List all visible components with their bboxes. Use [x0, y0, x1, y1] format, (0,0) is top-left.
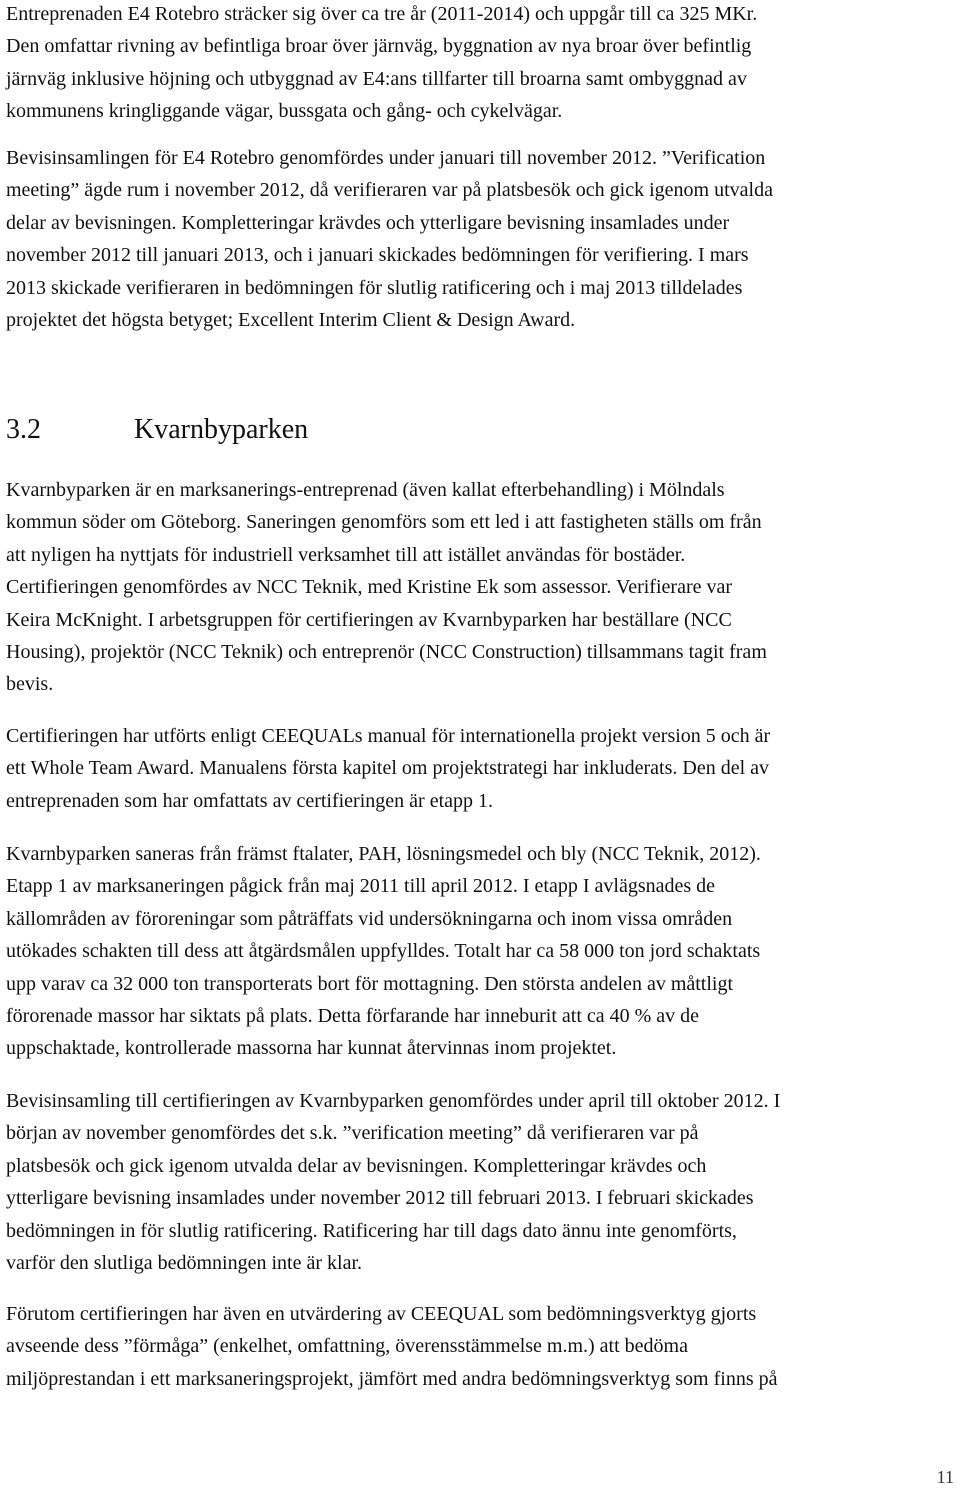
text-line: miljöprestandan i ett marksaneringsprojekt, jämfört med andra bedömningsverktyg som finns på: [6, 1367, 778, 1390]
section-heading: [6, 410, 308, 450]
text-line: bedömningen in för slutlig ratificering. Ratificering har till dags dato ännu inte genomförts,: [6, 1219, 737, 1242]
text-line: kommunens kringliggande vägar, bussgata och gång- och cykelvägar.: [6, 100, 563, 123]
text-line: meeting” ägde rum i november 2012, då verifieraren var på platsbesök och gick igenom utvalda: [6, 179, 773, 202]
text-line: utökades schakten till dess att åtgärdsmålen uppfylldes. Totalt har ca 58 000 ton jord schaktats: [6, 940, 761, 963]
text-line: Kvarnbyparken är en marksanerings-entreprenad (även kallat efterbehandling) i Mölndals: [6, 479, 725, 501]
paragraph-kvarnbyparken-evidence: [6, 1085, 954, 1279]
section-number: 3.2: [6, 414, 41, 445]
paragraph-e4-rotebro-evidence: [6, 142, 954, 336]
text-line: platsbesök och gick igenom utvalda delar av bevisningen. Kompletteringar krävdes och: [6, 1154, 707, 1177]
text-line: varför den slutliga bedömningen inte är klar.: [6, 1252, 363, 1275]
text-line: avseende dess ”förmåga” (enkelhet, omfattning, överensstämmelse m.m.) att bedöma: [6, 1335, 688, 1358]
text-line: Kvarnbyparken saneras från främst ftalater, PAH, lösningsmedel och bly (NCC Teknik, 2012).: [6, 843, 761, 865]
text-line: Entreprenaden E4 Rotebro sträcker sig över ca tre år (2011-2014) och uppgår till ca 325 MKr.: [6, 3, 758, 25]
text-line: Certifieringen genomfördes av NCC Teknik, med Kristine Ek som assessor. Verifierare var: [6, 576, 733, 599]
paragraph-remediation: [6, 838, 954, 1065]
page-number: 11: [936, 1467, 954, 1487]
text-line: ytterligare bevisning insamlades under november 2012 till februari 2013. I februari skickades: [6, 1187, 754, 1210]
text-line: Keira McKnight. I arbetsgruppen för certifieringen av Kvarnbyparken har beställare (NCC: [6, 608, 732, 631]
text-line: november 2012 till januari 2013, och i januari skickades bedömningen för verifiering. I mars: [6, 244, 749, 267]
text-line: källområden av föroreningar som påträffats vid undersökningarna och inom vissa områden: [6, 907, 733, 930]
text-line: kommun söder om Göteborg. Saneringen genomförs som ett led i att fastigheten ställs om från: [6, 511, 762, 534]
text-line: uppschaktade, kontrollerade massorna har kunnat återvinnas inom projektet.: [6, 1037, 617, 1060]
text-line: ett Whole Team Award. Manualens första kapitel om projektstrategi har inkluderats. Den del av: [6, 757, 770, 780]
text-line: början av november genomfördes det s.k. ”verification meeting” då verifieraren var på: [6, 1122, 699, 1145]
paragraph-e4-rotebro-scope: [6, 0, 954, 128]
paragraph-ceequal-evaluation: [6, 1298, 954, 1395]
text-line: delar av bevisningen. Kompletteringar krävdes och ytterligare bevisning insamlades under: [6, 211, 730, 234]
text-line: upp varav ca 32 000 ton transporterats bort för mottagning. Den största andelen av måttligt: [6, 972, 734, 995]
text-line: bevis.: [6, 673, 54, 696]
text-line: Bevisinsamlingen för E4 Rotebro genomfördes under januari till november 2012. ”Verification: [6, 147, 766, 169]
text-line: Bevisinsamling till certifieringen av Kvarnbyparken genomfördes under april till oktober 2012. I: [6, 1090, 781, 1112]
paragraph-ceequal-manual: [6, 720, 954, 817]
text-line: Certifieringen har utförts enligt CEEQUALs manual för internationella projekt version 5 och är: [6, 725, 771, 747]
section-title: Kvarnbyparken: [134, 414, 309, 445]
paragraph-kvarnbyparken-intro: [6, 474, 954, 701]
text-line: Etapp 1 av marksaneringen pågick från maj 2011 till april 2012. I etapp I avlägsnades de: [6, 875, 716, 898]
text-line: projektet det högsta betyget; Excellent Interim Client & Design Award.: [6, 309, 576, 332]
text-line: entreprenaden som har omfattats av certifieringen är etapp 1.: [6, 789, 494, 812]
text-line: 2013 skickade verifieraren in bedömningen för slutlig ratificering och i maj 2013 tilldelades: [6, 276, 743, 299]
text-line: Den omfattar rivning av befintliga broar över järnväg, byggnation av nya broar över befintlig: [6, 35, 752, 58]
text-line: Housing), projektör (NCC Teknik) och entreprenör (NCC Construction) tillsammans tagit fram: [6, 641, 767, 664]
text-line: förorenade massor har siktats på plats. Detta förfarande har inneburit att ca 40 % av de: [6, 1005, 700, 1028]
text-line: att nyligen ha nyttjats för industriell verksamhet till att istället användas för bostäder.: [6, 543, 686, 566]
text-line: Förutom certifieringen har även en utvärdering av CEEQUAL som bedömningsverktyg gjorts: [6, 1303, 757, 1325]
text-line: järnväg inklusive höjning och utbyggnad av E4:ans tillfarter till broarna samt ombyggnad av: [6, 67, 747, 90]
